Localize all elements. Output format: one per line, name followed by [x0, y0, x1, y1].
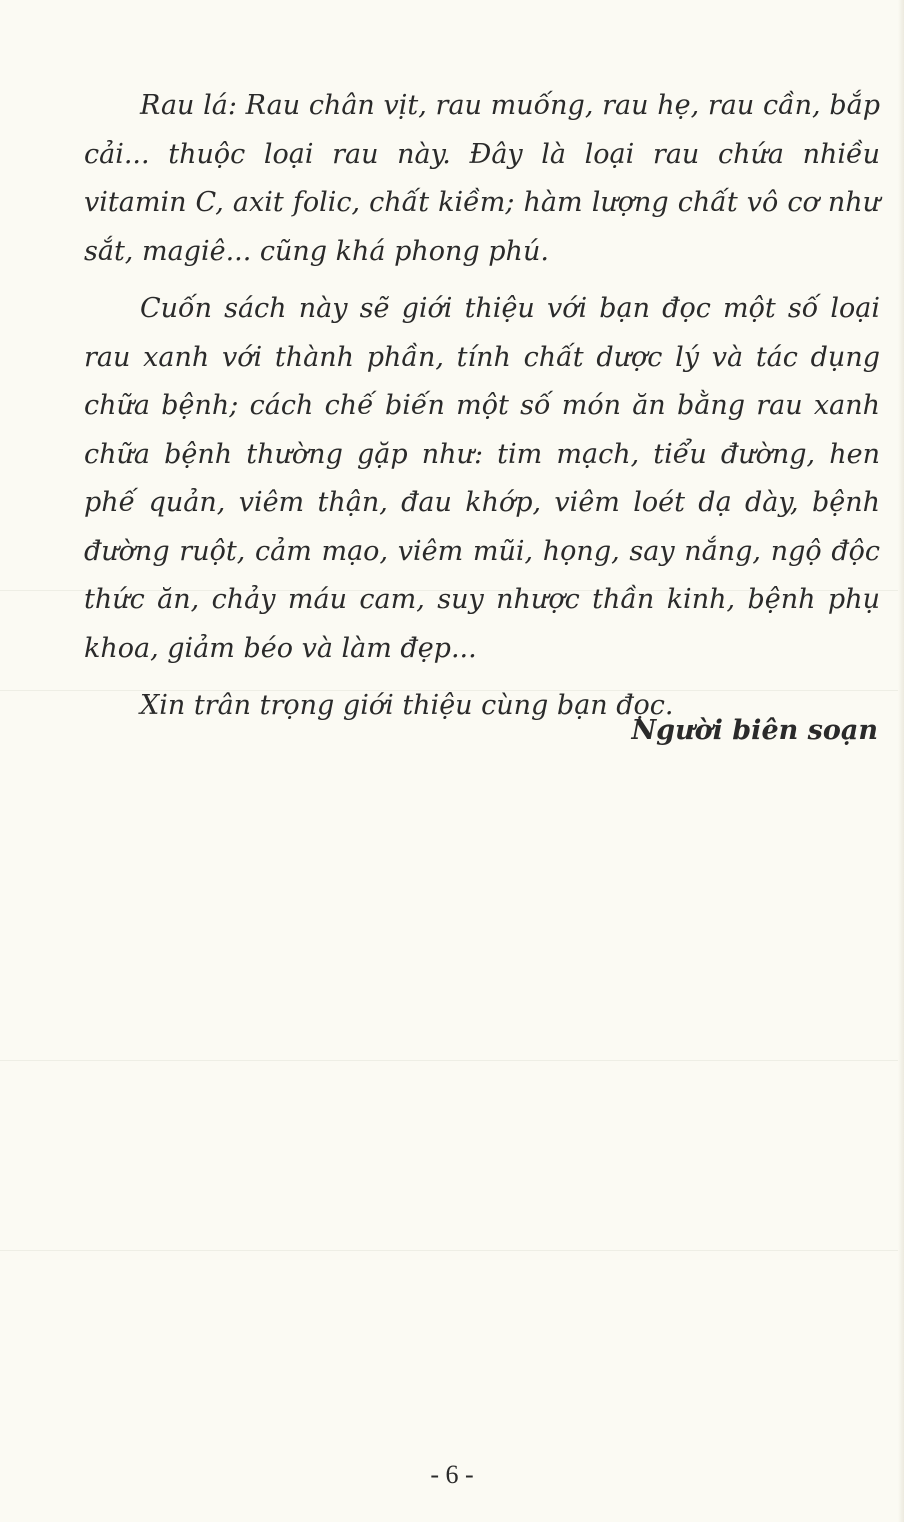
body-text	[84, 82, 880, 740]
page-edge-shadow	[898, 0, 904, 1522]
paragraph-closing: Xin trân trọng giới thiệu cùng bạn đọc.	[140, 690, 674, 721]
author-signature: Người biên soạn	[631, 715, 878, 746]
show-through-line	[0, 1060, 904, 1061]
show-through-line	[0, 1250, 904, 1251]
page-number: - 6 -	[430, 1460, 474, 1489]
paragraph-vegetable-leaves: Rau lá: Rau chân vịt, rau muống, rau hẹ, rau cần, bắp cải... thuộc loại rau này. Đây là loại rau chứa nhiều vitamin C, axit folic, chất kiềm; hàm lượng chất vô cơ như sắt, magiê... cũng khá phong phú.	[84, 90, 880, 267]
paragraph-book-introduction: Cuốn sách này sẽ giới thiệu với bạn đọc một số loại rau xanh với thành phần, tính chất dược lý và tác dụng chữa bệnh; cách chế biến một số món ăn bằng rau xanh chữa bệnh thường gặp như: tim mạch, tiểu đường, hen phế quản, viêm thận, đau khớp, viêm loét dạ dày, bệnh đường ruột, cảm mạo, viêm mũi, họng, say nắng, ngộ độc thức ăn, chảy máu cam, suy nhược thần kinh, bệnh phụ khoa, giảm béo và làm đẹp...	[84, 293, 880, 664]
